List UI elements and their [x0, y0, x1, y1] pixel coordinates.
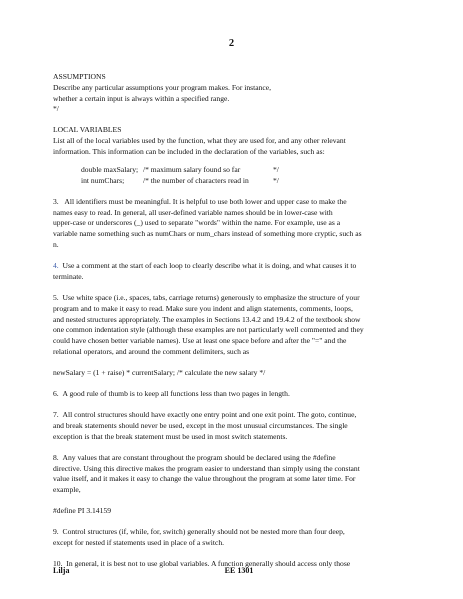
code-declaration: int numChars;: [81, 175, 125, 185]
paragraph-line: */: [53, 104, 59, 114]
rule-7: [53, 410, 425, 442]
paragraph-line: one common indentation style (although these examples are not particularly well commented and they: [53, 325, 364, 335]
code-example-line: [81, 176, 425, 187]
code-comment-end: */: [273, 175, 279, 185]
rule-5: [53, 293, 425, 358]
rule-number: 6.: [53, 389, 59, 399]
rule-9: [53, 527, 425, 549]
paragraph-line: List all of the local variables used by the function, what they are used for, and any other relevant: [53, 136, 346, 146]
local-variables-section: [53, 125, 425, 186]
paragraph-line: information. This information can be included in the declaration of the variables, such as:: [53, 147, 325, 157]
paragraph-line: value itself, and it makes it easy to change the value throughout the program at some later time. For: [53, 474, 356, 484]
paragraph-line: n.: [53, 239, 59, 249]
paragraph-line: terminate.: [53, 271, 84, 281]
paragraph-line: could have chosen better variable names). Use at least one space before and after the "=" and the: [53, 336, 347, 346]
paragraph-line: upper-case or underscores (_) used to separate "words" within the name. For example, use as a: [53, 218, 341, 228]
paragraph-line: whether a certain input is always within a specified range.: [53, 93, 230, 103]
paragraph-line: except for nested if statements used in place of a switch.: [53, 538, 225, 548]
paragraph-line: example,: [53, 485, 81, 495]
line-text: Use a comment at the start of each loop to clearly describe what it is doing, and what causes it to: [62, 261, 357, 271]
code-example-salary: [53, 368, 425, 379]
footer-author: Lilja: [53, 566, 70, 575]
rule-4: [53, 261, 425, 283]
rule-number: 7.: [53, 410, 59, 420]
paragraph-line: directive. Using this directive makes the program easier to understand than simply using the constant: [53, 463, 360, 473]
paragraph-line: Describe any particular assumptions your program makes. For instance,: [53, 82, 272, 92]
line-text: Use white space (i.e., spaces, tabs, carriage returns) generously to emphasize the structure of your: [62, 292, 360, 302]
rule-number: 3.: [53, 196, 59, 206]
code-example-define: [53, 506, 425, 517]
rule-number: 4.: [53, 261, 59, 271]
section-heading: LOCAL VARIABLES: [53, 125, 122, 135]
page-number: 2: [228, 38, 235, 49]
rule-number: 5.: [53, 292, 59, 302]
page-content: [53, 72, 425, 580]
rule-number: 10.: [53, 559, 63, 569]
line-text: All identifiers must be meaningful. It is helpful to use both lower and upper case to make the: [64, 196, 347, 206]
rule-3: [53, 197, 425, 251]
paragraph-line: program and to make it easy to read. Make sure you indent and align statements, comments, loops,: [53, 303, 353, 313]
rule-6: [53, 389, 425, 400]
line-text: All control structures should have exactly one entry point and one exit point. The goto, continue,: [62, 410, 357, 420]
assumptions-section: [53, 72, 425, 115]
code-line: newSalary = (1 + raise) * currentSalary; /* calculate the new salary */: [53, 368, 266, 378]
rule-number: 8.: [53, 452, 59, 462]
paragraph-line: [53, 261, 425, 272]
paragraph-line: names easy to read. In general, all user-defined variable names should be in lower-case with: [53, 207, 333, 217]
code-example-line: [81, 165, 425, 176]
code-line: #define PI 3.14159: [53, 506, 111, 516]
code-comment: /* maximum salary found so far: [143, 164, 241, 174]
paragraph-line: and nested structures appropriately. The examples in Sections 13.4.2 and 19.4.2 of the textbook show: [53, 314, 361, 324]
paragraph-line: [53, 410, 425, 421]
line-text: Any values that are constant throughout the program should be declared using the #define: [62, 452, 336, 462]
paragraph-line: [53, 197, 425, 208]
paragraph-line: exception is that the break statement must be used in most switch statements.: [53, 431, 288, 441]
paragraph-line: relational operators, and around the comment delimiters, such as: [53, 346, 250, 356]
rule-number: 9.: [53, 527, 59, 537]
footer-course: EE 1301: [224, 566, 254, 575]
line-text: Control structures (if, while, for, switch) generally should not be nested more than four deep,: [62, 527, 345, 537]
line-text: A good rule of thumb is to keep all functions less than two pages in length.: [62, 389, 290, 399]
paragraph-line: variable name something such as numChars or num_chars instead of something more cryptic, such as: [53, 229, 362, 239]
paragraph-line: [53, 527, 425, 538]
paragraph-line: [53, 389, 425, 400]
rule-8: [53, 453, 425, 496]
code-declaration: double maxSalary;: [81, 164, 139, 174]
paragraph-line: and break statements should never be used, except in the most unusual circumstances. The single: [53, 421, 348, 430]
code-comment: /* the number of characters read in: [143, 175, 249, 185]
line-text: In general, it is best not to use global variables. A function generally should access only those: [66, 559, 351, 569]
section-heading: ASSUMPTIONS: [53, 72, 106, 81]
code-comment-end: */: [273, 164, 279, 174]
paragraph-line: [53, 453, 425, 464]
paragraph-line: [53, 293, 425, 304]
